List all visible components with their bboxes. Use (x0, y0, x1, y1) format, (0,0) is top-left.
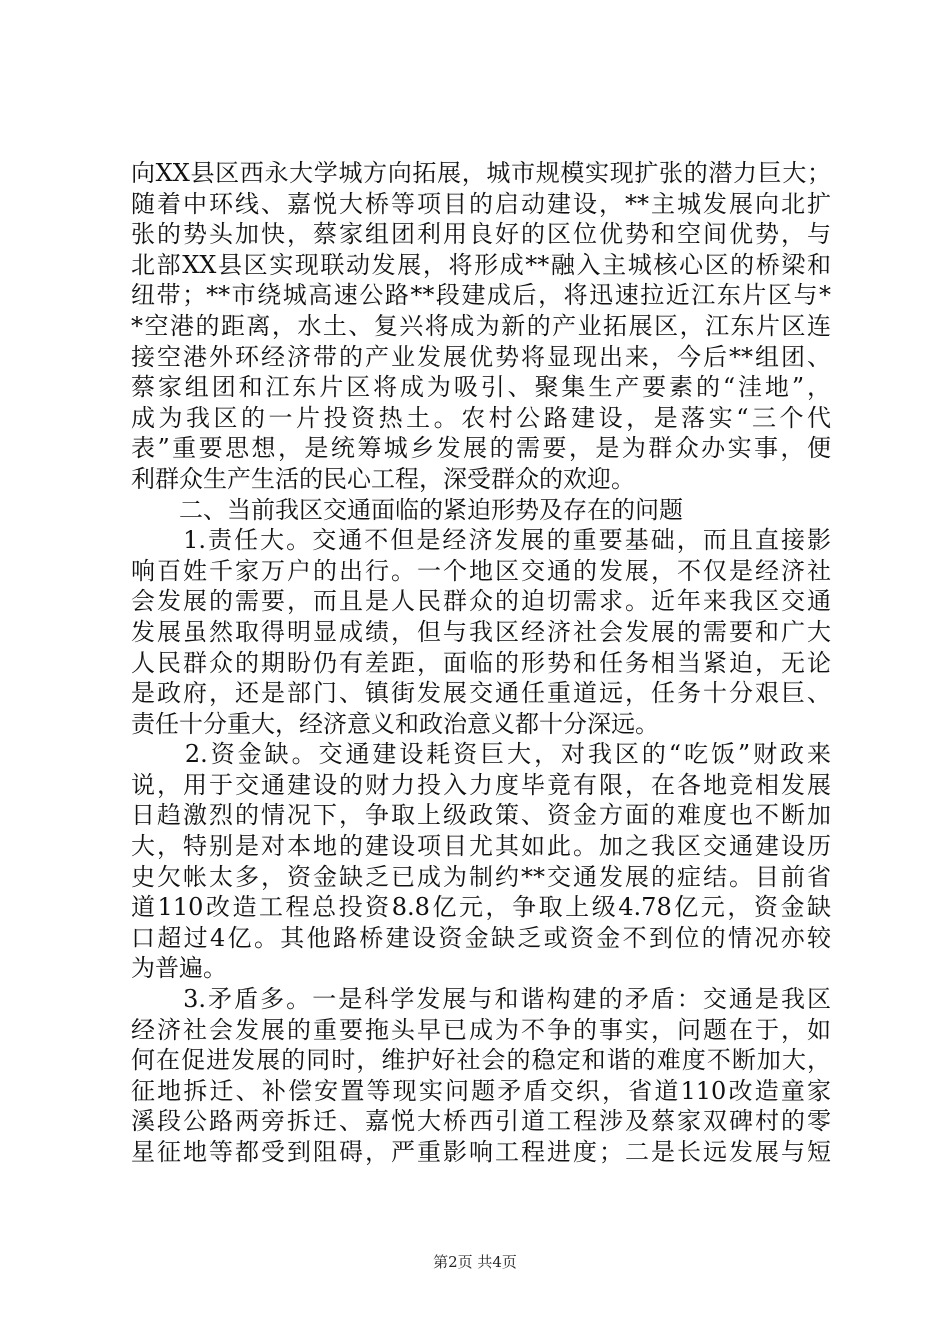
text-line: 利群众生产生活的民心工程，深受群众的欢迎。 (131, 464, 635, 493)
text-line: 成为我区的一片投资热土。农村公路建设，是落实“三个代 (131, 403, 831, 432)
text-line: 征地拆迁、补偿安置等现实问题矛盾交织，省道110改造童家 (131, 1076, 831, 1105)
text-line: 何在促进发展的同时，维护好社会的稳定和谐的难度不断加大， (131, 1046, 831, 1075)
document-body (131, 158, 831, 1168)
text-line: 史欠帐太多，资金缺乏已成为制约**交通发展的症结。目前省 (131, 862, 831, 891)
text-line: 纽带；**市绕城高速公路**段建成后，将迅速拉近江东片区与* (131, 281, 831, 310)
text-line: 人民群众的期盼仍有差距，面临的形势和任务相当紧迫，无论 (131, 648, 831, 677)
text-line: 2.资金缺。交通建设耗资巨大，对我区的“吃饭”财政来 (131, 740, 831, 769)
text-line: 说，用于交通建设的财力投入力度毕竟有限，在各地竞相发展 (131, 770, 831, 799)
text-line: 随着中环线、嘉悦大桥等项目的启动建设，**主城发展向北扩 (131, 189, 831, 218)
text-line: 星征地等都受到阻碍，严重影响工程进度；二是长远发展与短 (131, 1138, 831, 1166)
text-line: 二、当前我区交通面临的紧迫形势及存在的问题 (131, 495, 683, 524)
text-line: 为普遍。 (131, 954, 227, 983)
text-line: 北部XX县区实现联动发展，将形成**融入主城核心区的桥梁和 (131, 250, 831, 279)
text-line: 接空港外环经济带的产业发展优势将显现出来，今后**组团、 (131, 342, 831, 371)
text-line: 发展虽然取得明显成绩，但与我区经济社会发展的需要和广大 (131, 617, 831, 646)
text-line: 溪段公路两旁拆迁、嘉悦大桥西引道工程涉及蔡家双碑村的零 (131, 1107, 831, 1136)
text-line: 是政府，还是部门、镇街发展交通任重道远，任务十分艰巨、 (131, 679, 831, 708)
text-line: 蔡家组团和江东片区将成为吸引、聚集生产要素的“洼地”， (131, 373, 831, 402)
text-line: 责任十分重大，经济意义和政治意义都十分深远。 (131, 709, 659, 738)
text-line: 响百姓千家万户的出行。一个地区交通的发展，不仅是经济社 (131, 556, 831, 585)
text-line: 口超过4亿。其他路桥建设资金缺乏或资金不到位的情况亦较 (131, 923, 831, 952)
text-line: 3.矛盾多。一是科学发展与和谐构建的矛盾：交通是我区 (131, 985, 831, 1014)
text-line: 向XX县区西永大学城方向拓展，城市规模实现扩张的潜力巨大； (131, 159, 831, 187)
text-line: 1.责任大。交通不但是经济发展的重要基础，而且直接影 (131, 526, 831, 555)
text-line: 经济社会发展的重要拖头早已成为不争的事实，问题在于，如 (131, 1015, 831, 1044)
text-line: 张的势头加快，蔡家组团利用良好的区位优势和空间优势，与 (131, 220, 831, 249)
page-footer: 第2页 共4页 (433, 1253, 517, 1271)
text-line: 大，特别是对本地的建设项目尤其如此。加之我区交通建设历 (131, 832, 831, 861)
text-line: 表”重要思想，是统筹城乡发展的需要，是为群众办实事，便 (131, 434, 831, 463)
text-line: 日趋激烈的情况下，争取上级政策、资金方面的难度也不断加 (131, 801, 831, 830)
text-line: *空港的距离，水土、复兴将成为新的产业拓展区，江东片区连 (131, 311, 831, 340)
text-line: 会发展的需要，而且是人民群众的迫切需求。近年来我区交通 (131, 587, 831, 616)
text-line: 道110改造工程总投资8.8亿元，争取上级4.78亿元，资金缺 (131, 893, 831, 922)
